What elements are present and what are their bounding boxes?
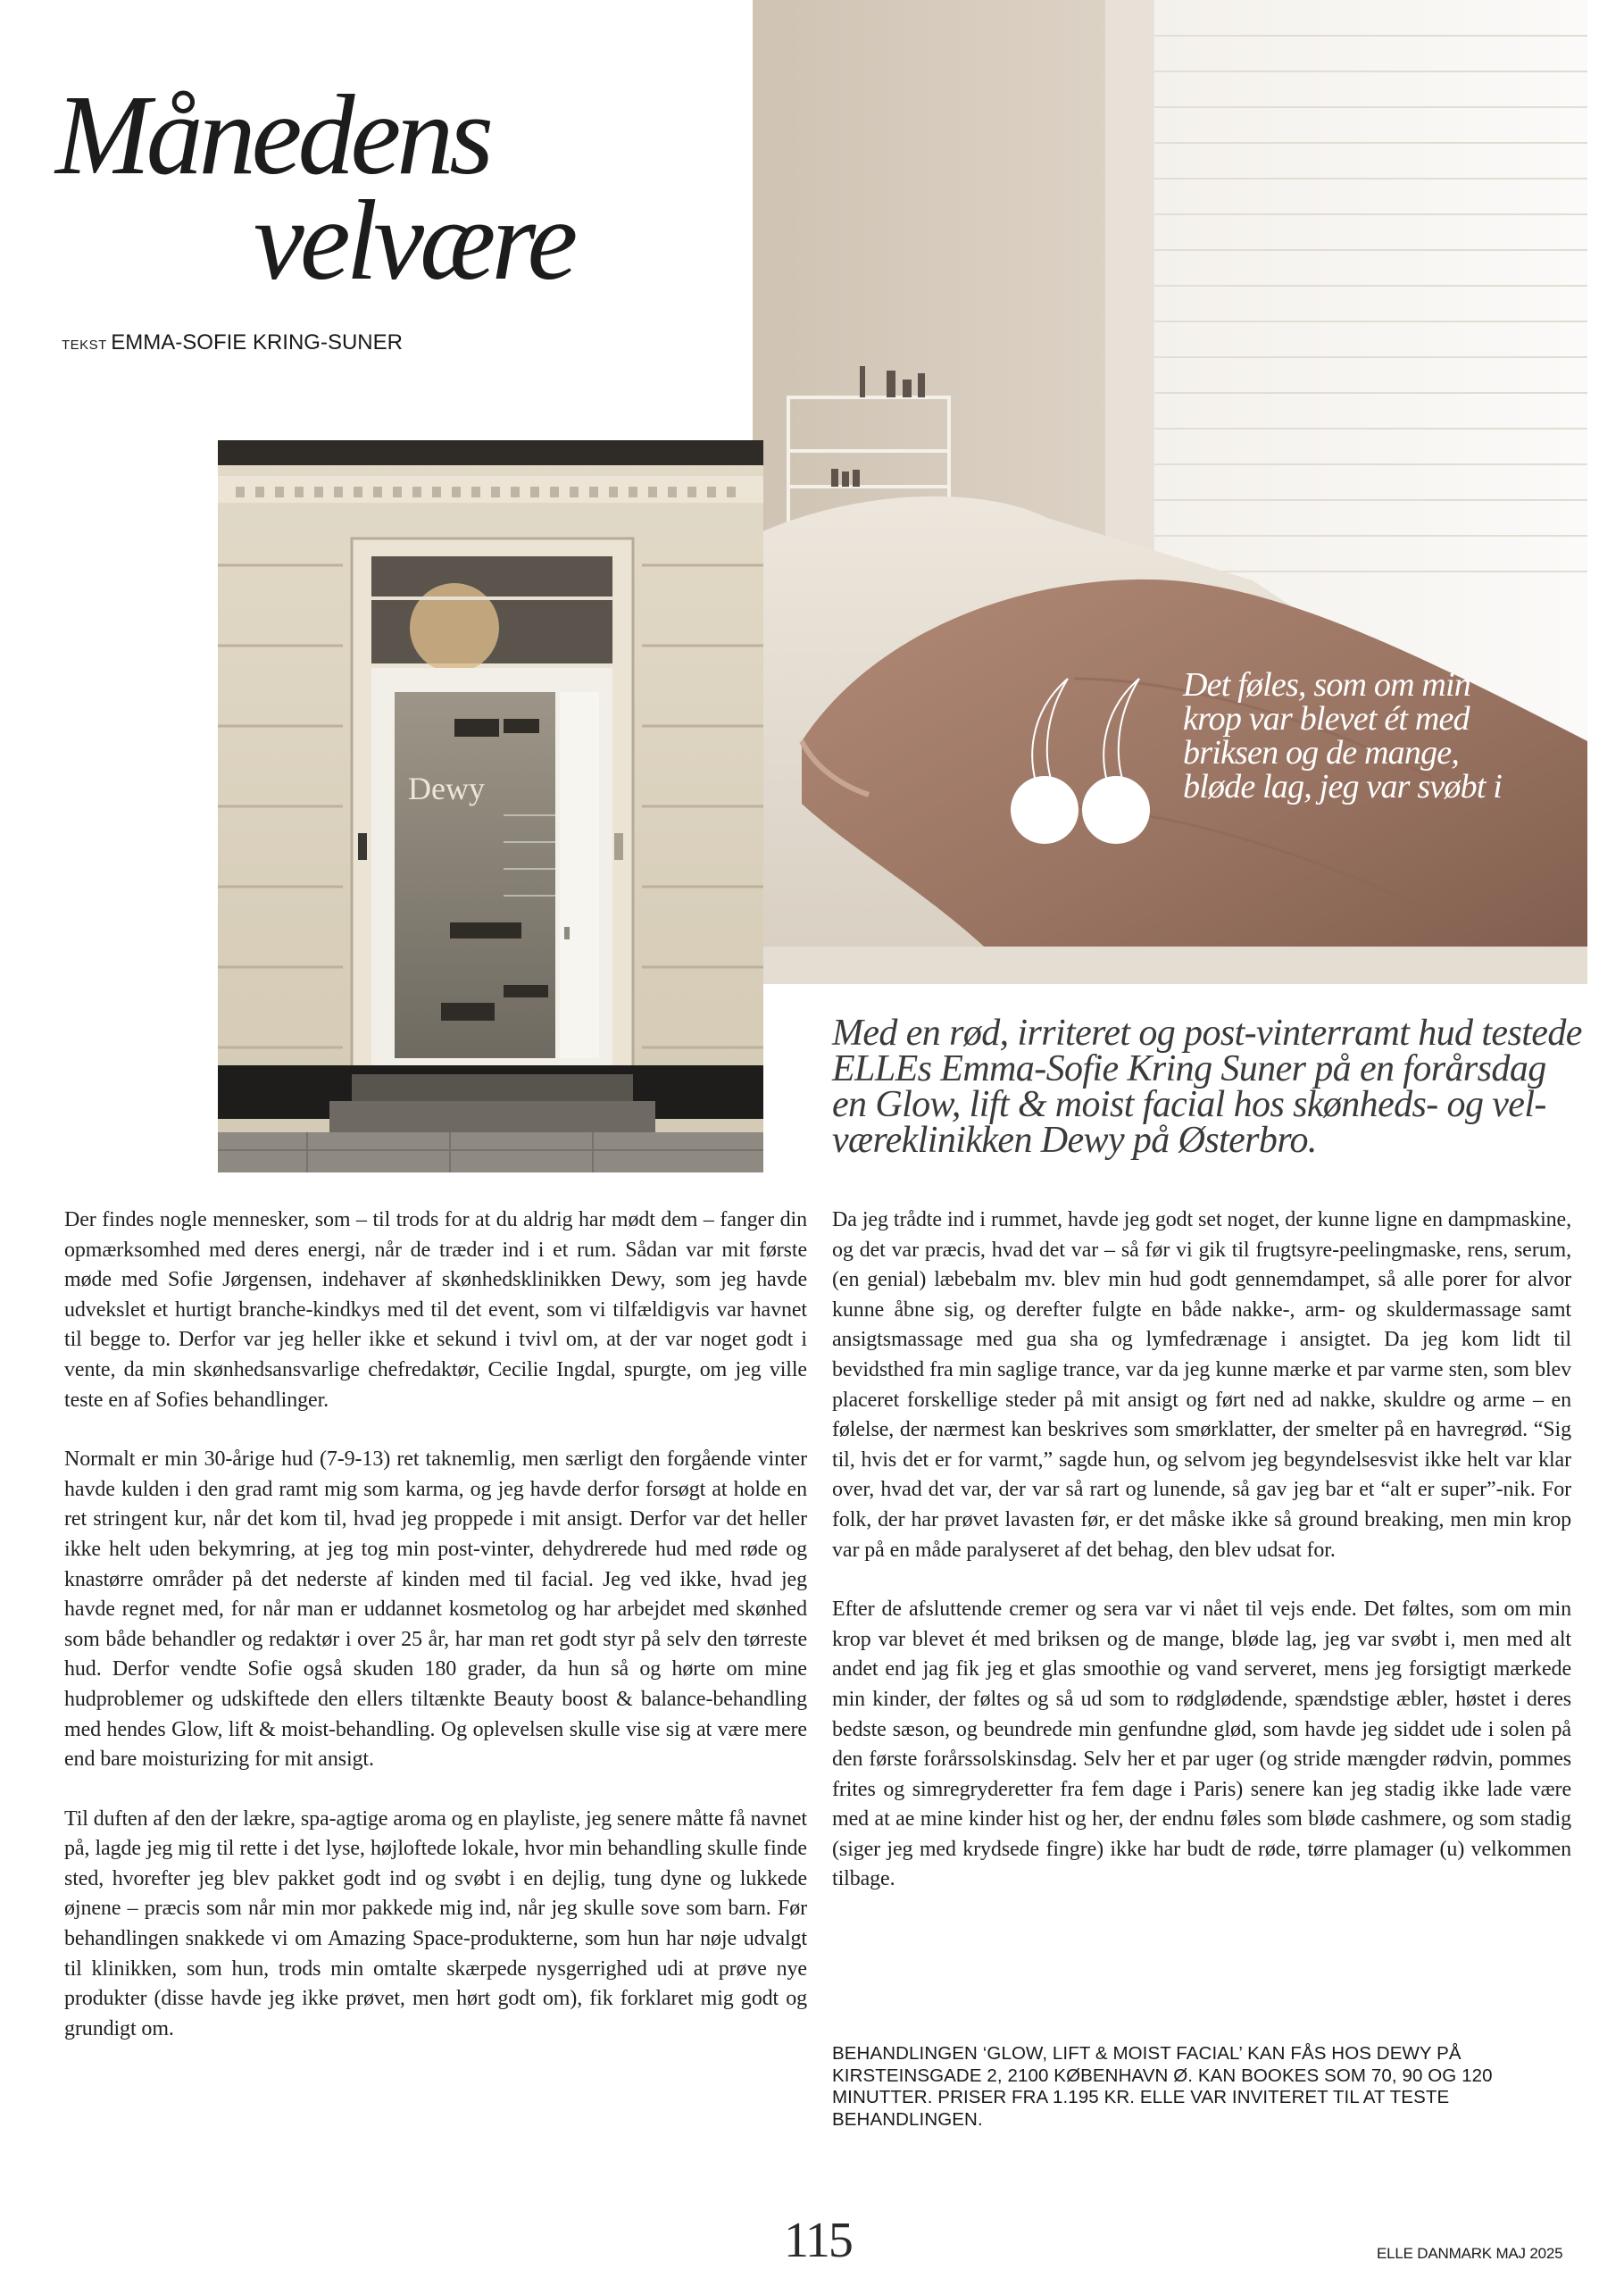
byline-label: TEKST [62, 338, 107, 353]
quote-marks-icon [1007, 672, 1162, 850]
body-column-left [64, 1206, 807, 2044]
body-paragraph: Normalt er min 30-årige hud (7-9-13) ret taknemlig, men særligt den forgående vinter havde kulden i den grad ramt mig som karma, og jeg havde derfor forsøgt at holde en ret stringent kur, når det kom til, hvad jeg proppede i mit ansigt. Derfor var det heller ikke helt uden bekymring, at jeg tog min post-vinter, dehydrerede hud med røde og knastørre områder på det nederste af kinden med til facial. Jeg ved ikke, hvad jeg havde regnet med, for når man er uddannet kosmetolog og har arbejdet med skønhed som både behandler og redaktør i over 25 år, har man ret godt styr på selv den tørreste hud. Derfor vendte Sofie også skuden 180 grader, da hun så og hørte om mine hudproblemer og udskiftede den ellers tiltænkte Beauty boost & balance-behandling med hendes Glow, lift & moist-behandling. Og oplevelsen skulle vise sig at være mere end bare moisturizing for mit ansigt. [64, 1448, 807, 1772]
pull-quote-line: Det føles, som om min [1183, 666, 1471, 704]
pull-quote-line: krop var blevet ét med [1183, 700, 1470, 738]
standfirst [832, 1013, 1587, 1161]
headline [55, 71, 698, 304]
clinic-door-photo [218, 440, 763, 1172]
page-number: 115 [784, 2213, 852, 2268]
standfirst-line: Med en rød, irriteret og post-vinterramt hud testede [832, 1013, 1582, 1054]
headline-line-1: Månedens [55, 71, 490, 198]
treatment-info: BEHANDLINGEN ‘GLOW, LIFT & MOIST FACIAL’ KAN FÅS HOS DEWY PÅ KIRSTEINSGADE 2, 2100 KØBENHAVN Ø. KAN BOOKES SOM 70, 90 OG 120 MINUTTER. PRISER FRA 1.195 KR. ELLE VAR INVITERET TIL AT TESTE BEHANDLINGEN. [832, 2043, 1493, 2130]
pull-quote [1183, 668, 1549, 804]
dewy-door-sign: Dewy [408, 771, 485, 806]
standfirst-line: ELLEs Emma-Sofie Kring Suner på en forårsdag [832, 1048, 1546, 1089]
magazine-issue: ELLE DANMARK MAJ 2025 [1377, 2245, 1563, 2262]
clinic-door-illustration [218, 440, 763, 1172]
byline-author: EMMA-SOFIE KRING-SUNER [111, 330, 403, 355]
headline-line-2: velvære [254, 177, 574, 304]
body-paragraph: Efter de afsluttende cremer og sera var vi nået til vejs ende. Det føltes, som om min krop var blevet ét med briksen og de mange, bløde lag, jeg var svøbt i, men med alt andet end jag fik jeg et glas smoothie og vand serveret, mens jeg forsigtigt mærkede min kinder, der føltes og så ud som to rødglødende, spændstige æbler, høstet i deres bedste sæson, og beundrede min genfundne glød, som havde jeg siddet ude i solen på den første forårssolskinsdag. Selv her et par uger (og stride mængder rødvin, pommes frites og simregryderetter fra fem dage i Paris) senere kan jeg stadig ikke lade være med at ae mine kinder hist og her, der endnu føles som bløde cashmere, og som stadig (siger jeg med krydsede fingre) ikke har budt de røde, tørre plamager (u) velkommen tilbage. [832, 1598, 1571, 1891]
body-paragraph: Til duften af den der lækre, spa-agtige aroma og en playliste, jeg senere måtte få navnet på, lagde jeg mig til rette i det lyse, højloftede lokale, hvor min behandling skulle finde sted, hvorefter jeg blev pakket godt ind og svøbt i en dejlig, tung dyne og lukkede øjnene – præcis som når min mor pakkede mig ind, når jeg skulle sove som barn. Før behandlingen snakkede vi om Amazing Space-produkterne, som hun har nøje udvalgt til klinikken, som hun, trods min omtalte skærpede nysgerrighed udi at prøve nye produkter (disse havde jeg ikke prøvet, men hørt godt om), fik forklaret mig godt og grundigt om. [64, 1806, 807, 2040]
pull-quote-line: bløde lag, jeg var svøbt i [1183, 768, 1503, 805]
body-column-right [832, 1206, 1571, 1895]
standfirst-line: en Glow, lift & moist facial hos skønheds- og vel- [832, 1084, 1546, 1125]
spa-room-illustration [753, 0, 1587, 984]
body-paragraph: Da jeg trådte ind i rummet, havde jeg godt set noget, der kunne ligne en dampmaskine, og det var præcis, hvad det var – så før vi gik til frugtsyre-peelingmaske, rens, serum, (en genial) læbebalm mv. blev min hud godt gennemdampet, så alle porer for alvor kunne åbne sig, og derefter fulgte en både nakke-, arm- og skuldermassage samt ansigtsmassage med gua sha og lymfedrænage i ansigtet. Da jeg kom lidt til bevidsthed fra min saglige trance, var da jeg kunne mærke et par varme sten, som blev placeret forskellige steder på mit ansigt og ført ned ad nakke, skuldre og arme – en følelse, der nærmest kan beskrives som smørklatter, der smelter på en havregrød. “Sig til, hvis det er for varmt,” sagde hun, og selvom jeg begyndelsesvist ikke helt var klar over, hvad det var, der var så rart og lunende, så gav jeg bar et “alt er super”-nik. For folk, der har prøvet lavasten før, er det måske ikke så ground breaking, men min krop var på en måde paralyseret af det behag, den blev udsat for. [832, 1208, 1571, 1562]
byline [62, 330, 403, 355]
body-paragraph: Der findes nogle mennesker, som – til trods for at du aldrig har mødt dem – fanger din opmærksomhed med deres energi, når de træder ind i et rum. Sådan var mit første møde med Sofie Jørgensen, indehaver af skønhedsklinikken Dewy, som jeg havde udvekslet et hurtigt branche-kindkys med til det event, som vi tilfældigvis var havnet til begge to. Derfor var jeg heller ikke et sekund i tvivl om, at der var noget godt i vente, da min skønhedsansvarlige chefredaktør, Cecilie Ingdal, spurgte, om jeg ville teste en af Sofies behandlinger. [64, 1208, 807, 1412]
spa-room-photo [753, 0, 1587, 984]
standfirst-line: væreklinikken Dewy på Østerbro. [832, 1120, 1317, 1161]
pull-quote-line: briksen og de mange, [1183, 734, 1460, 772]
